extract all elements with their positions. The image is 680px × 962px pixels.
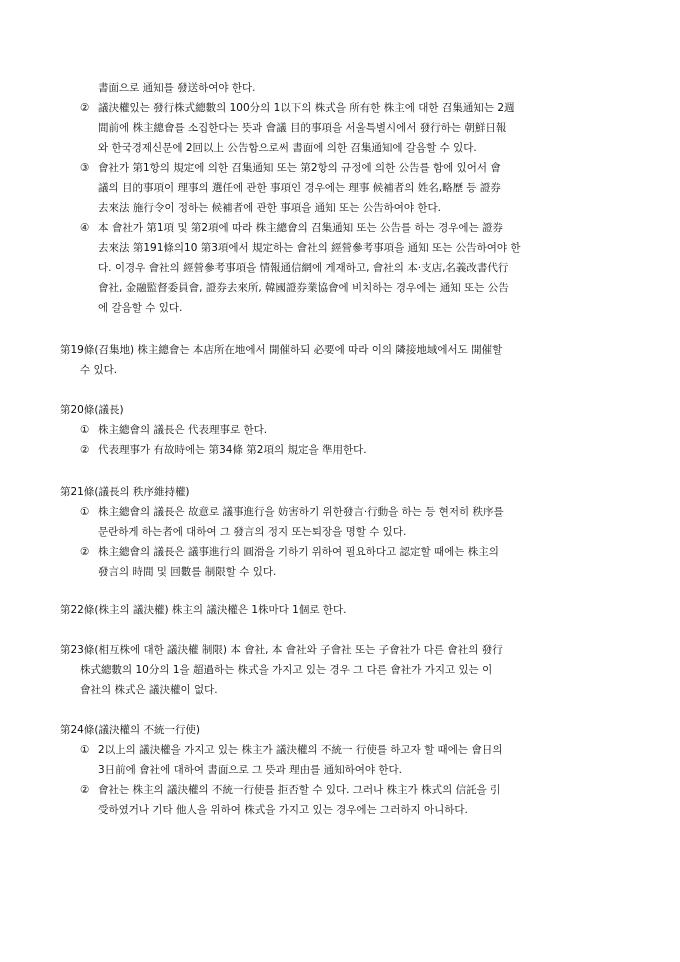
list-item [60, 502, 640, 542]
list-item [60, 98, 640, 158]
item-line: 會社가 第1항의 規定에 의한 召集通知 또는 第2항의 규정에 의한 公告를 함에 있어서 會 [98, 162, 501, 174]
list-item [60, 158, 640, 218]
list-item [60, 542, 640, 582]
item-line: 株主總會의 議長은 代表理事로 한다. [98, 424, 268, 436]
article-24 [60, 720, 640, 820]
article-20 [60, 400, 640, 460]
item-line: 와 한국경제신문에 2回以上 公告함으로써 書面에 의한 召集通知에 갈음할 수 있다. [98, 142, 477, 154]
item-line: 株主總會의 議長은 故意로 議事進行을 妨害하기 위한發言·行動을 하는 등 현저히 秩序를 [98, 506, 504, 518]
article-continuation-line: 株式總數의 10分의 1을 超過하는 株式을 가지고 있는 경우 그 다른 會社가 가지고 있는 이 [80, 664, 493, 676]
article-19 [60, 340, 640, 380]
item-number: ② [80, 102, 90, 114]
item-line: 本 會社가 第1項 및 第2項에 따라 株主總會의 召集通知 또는 公告를 하는 경우에는 證券 [98, 222, 504, 234]
article-heading: 第22條(株主의 議決權) 株主의 議決權은 1株마다 1個로 한다. [60, 604, 347, 616]
article-items [60, 740, 640, 820]
list-item [60, 440, 640, 460]
article-continuation-line: 수 있다. [80, 364, 118, 376]
list-item [60, 740, 640, 780]
item-line: 議決權있는 發行株式總數의 100分의 1以下의 株式을 所有한 株主에 대한 召集通知는 2週 [98, 102, 515, 114]
list-item [60, 218, 640, 318]
item-line: 2以上의 議決權을 가지고 있는 株主가 議決權의 不統一 行使를 하고자 할 때에는 會日의 [98, 744, 503, 756]
item-number: ② [80, 784, 90, 796]
continuation-line: 書面으로 通知를 發送하여야 한다. [98, 82, 256, 94]
item-line: 去來法 第191條의10 第3項에서 規定하는 會社의 經營參考事項을 通知 또는 公告하여야 한 [98, 242, 521, 254]
item-line: 3日前에 會社에 대하여 書面으로 그 뜻과 理由를 通知하여야 한다. [98, 764, 403, 776]
article-heading: 第24條(議決權의 不統一行使) [60, 724, 201, 736]
item-line: 문란하게 하는者에 대하여 그 發言의 정지 또는퇴장을 명할 수 있다. [98, 526, 407, 538]
article-items [60, 502, 640, 582]
item-number: ④ [80, 222, 90, 234]
article-heading: 第20條(議長) [60, 404, 124, 416]
article-21 [60, 482, 640, 582]
list-item [60, 780, 640, 820]
item-number: ② [80, 546, 90, 558]
article-23 [60, 640, 640, 700]
item-line: 會社, 金融監督委員會, 證券去來所, 韓國證券業協會에 비치하는 경우에는 通知 또는 公告 [98, 282, 509, 294]
article-continuation-line: 會社의 株式은 議決權이 없다. [80, 684, 218, 696]
item-line: 代表理事가 有故時에는 第34條 第2項의 規定을 準用한다. [98, 444, 367, 456]
item-line: 다. 이경우 會社의 經營參考事項을 情報通信網에 게재하고, 會社의 本·支店,名義改書代行 [98, 262, 509, 274]
article-continuation [60, 78, 640, 318]
item-line: 議의 目的事項이 理事의 選任에 관한 事項인 경우에는 理事 候補者의 姓名,略歷 등 證券 [98, 182, 501, 194]
article-items [60, 420, 640, 460]
item-line: 會社는 株主의 議決權의 不統一行使를 拒否할 수 있다. 그러나 株主가 株式의 信託을 引 [98, 784, 501, 796]
item-line: 에 갈음할 수 있다. [98, 302, 183, 314]
item-number: ② [80, 444, 90, 456]
item-line: 受하였거나 기타 他人을 위하여 株式을 가지고 있는 경우에는 그러하지 아니하다. [98, 804, 468, 816]
article-heading: 第21條(議長의 秩序維持權) [60, 486, 190, 498]
continuation-items [60, 98, 640, 318]
article-heading: 第23條(相互株에 대한 議決權 制限) 本 會社, 本 會社와 子會社 또는 子會社가 다른 會社의 發行 [60, 644, 503, 656]
item-line: 株主總會의 議長은 議事進行의 圓滑을 기하기 위하여 필요하다고 認定할 때에는 株主의 [98, 546, 499, 558]
item-number: ① [80, 424, 90, 436]
item-line: 去來法 施行令이 정하는 候補者에 관한 事項을 通知 또는 公告하여야 한다. [98, 202, 442, 214]
item-number: ① [80, 744, 90, 756]
article-heading: 第19條(召集地) 株主總會는 本店所在地에서 開催하되 必要에 따라 이의 隣接地域에서도 開催할 [60, 344, 503, 356]
item-number: ③ [80, 162, 90, 174]
item-line: 間前에 株主總會를 소집한다는 뜻과 會議 目的事項을 서울특별시에서 發行하는 朝鮮日報 [98, 122, 507, 134]
item-number: ① [80, 506, 90, 518]
article-22 [60, 600, 640, 620]
list-item [60, 420, 640, 440]
item-line: 發言의 時間 및 回數를 制限할 수 있다. [98, 566, 277, 578]
